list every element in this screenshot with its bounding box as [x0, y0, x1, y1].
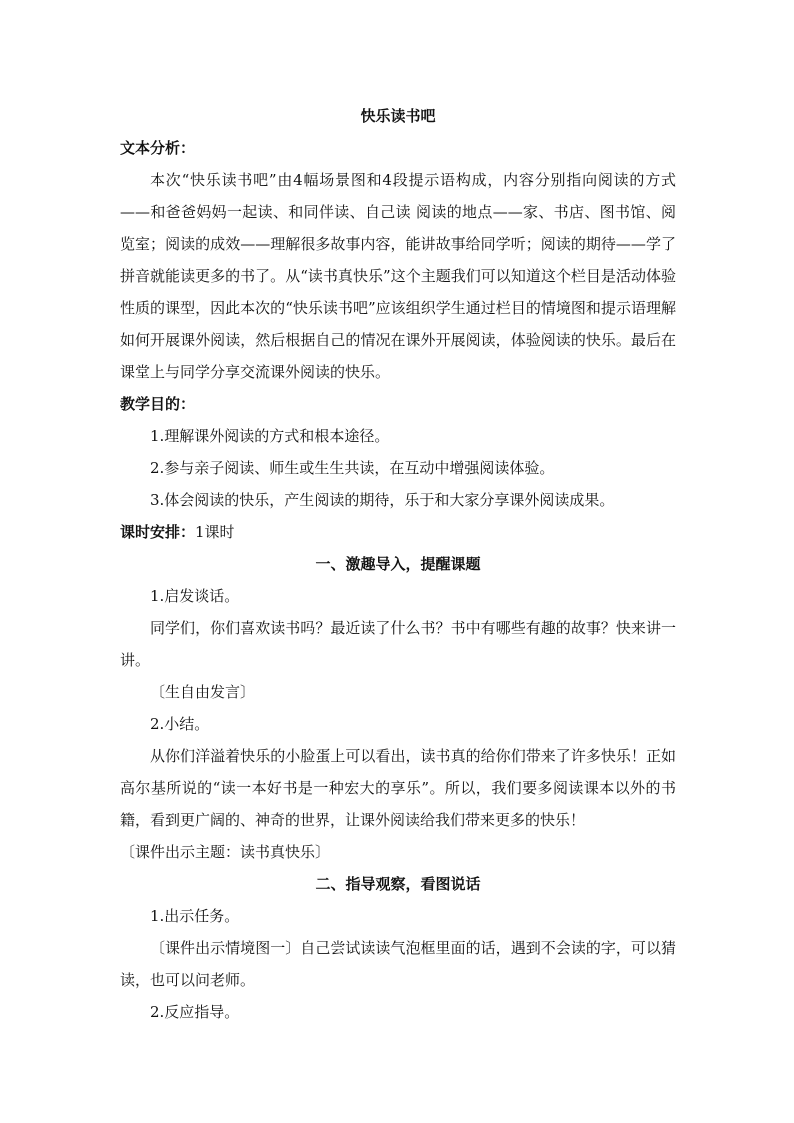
class-schedule-label: 课时安排：	[120, 523, 196, 541]
goal-item-1: 1.理解课外阅读的方式和根本途径。	[150, 427, 390, 445]
class-schedule-value: 1课时	[195, 523, 235, 541]
teaching-goals-heading: 教学目的：	[120, 395, 196, 413]
section-2-step-2: 2.反应指导。	[150, 1003, 240, 1021]
section-2-step-1: 1.出示任务。	[150, 907, 240, 925]
class-schedule	[120, 516, 676, 548]
text-analysis-paragraph: 本次“快乐读书吧”由4幅场景图和4段提示语构成，内容分别指向阅读的方式——和爸爸妈妈一起读、和同伴读、自己读 阅读的地点——家、书店、图书馆、阅览室；阅读的成效——理解很多故事内容，能讲故事给同学听；阅读的期待——学了拼音就能读更多的书了。从“读书真快乐”这个主题我们可以知道这个栏目是活动体验性质的课型，因此本次的“快乐读书吧”应该组织学生通过栏目的情境图和提示语理解如何开展课外阅读，然后根据自己的情况在课外开展阅读，体验阅读的快乐。最后在课堂上与同学分享交流课外阅读的快乐。	[120, 171, 676, 381]
section-1-free-speech: 〔生自由发言〕	[150, 683, 256, 701]
section-1-summary: 从你们洋溢着快乐的小脸蛋上可以看出，读书真的给你们带来了许多快乐！正如高尔基所说的“读一本好书是一种宏大的享乐”。所以，我们要多阅读课本以外的书籍，看到更广阔的、神奇的世界，让课外阅读给我们带来更多的快乐！	[120, 747, 676, 829]
goal-item-2: 2.参与亲子阅读、师生或生生共读，在互动中增强阅读体验。	[150, 459, 555, 477]
section-1-step-2: 2.小结。	[150, 715, 210, 733]
section-1-courseware-note: 〔课件出示主题：读书真快乐〕	[120, 843, 331, 861]
section-2-task: 〔课件出示情境图一〕自己尝试读读气泡框里面的话，遇到不会读的字，可以猜读，也可以问老师。	[120, 939, 676, 989]
text-analysis-heading: 文本分析：	[120, 139, 196, 157]
document-page	[120, 100, 676, 1028]
goal-item-3: 3.体会阅读的快乐，产生阅读的期待，乐于和大家分享课外阅读成果。	[150, 491, 615, 509]
document-title: 快乐读书吧	[360, 107, 436, 125]
section-1-step-1: 1.启发谈话。	[150, 587, 240, 605]
section-1-heading: 一、激趣导入，提醒课题	[315, 555, 481, 573]
section-1-talk: 同学们，你们喜欢读书吗？最近读了什么书？书中有哪些有趣的故事？快来讲一讲。	[120, 619, 676, 669]
section-2-heading: 二、指导观察，看图说话	[315, 875, 481, 893]
